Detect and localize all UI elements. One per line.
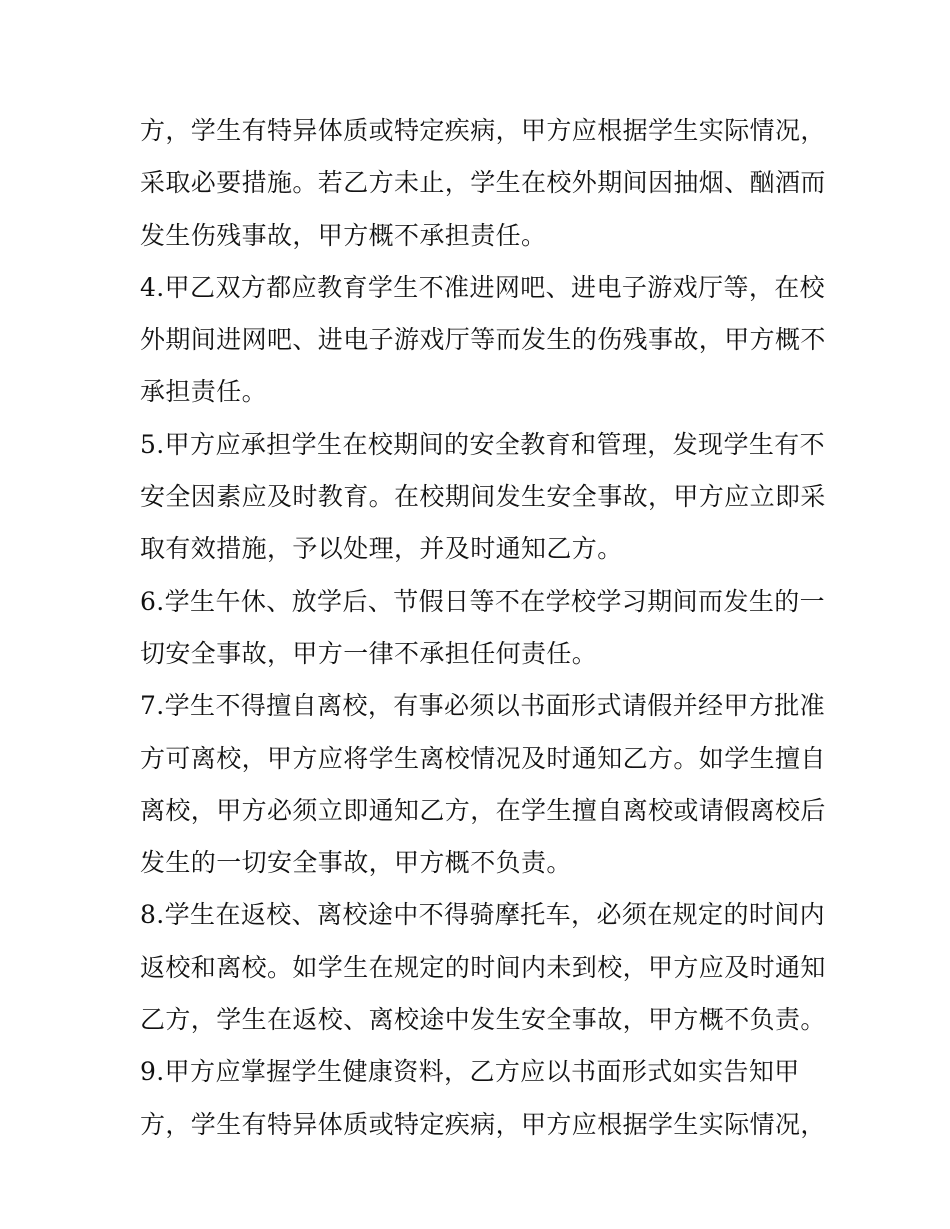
text-line: 7.学生不得擅自离校，有事必须以书面形式请假并经甲方批准 <box>140 691 826 721</box>
text-line: 取有效措施，予以处理，并及时通知乙方。 <box>140 534 623 564</box>
text-line: 4.甲乙双方都应教育学生不准进网吧、进电子游戏厅等，在校 <box>140 272 826 302</box>
text-line: 外期间进网吧、进电子游戏厅等而发生的伤残事故，甲方概不 <box>140 325 826 355</box>
text-line: 切安全事故，甲方一律不承担任何责任。 <box>140 638 598 668</box>
text-line: 8.学生在返校、离校途中不得骑摩托车，必须在规定的时间内 <box>140 900 826 930</box>
text-line: 方，学生有特异体质或特定疾病，甲方应根据学生实际情况， <box>140 1109 826 1139</box>
text-line: 采取必要措施。若乙方未止，学生在校外期间因抽烟、酗酒而 <box>140 168 826 198</box>
document-body <box>140 105 830 1151</box>
text-line: 安全因素应及时教育。在校期间发生安全事故，甲方应立即采 <box>140 482 826 512</box>
text-line: 9.甲方应掌握学生健康资料，乙方应以书面形式如实告知甲 <box>140 1057 800 1087</box>
text-line: 6.学生午休、放学后、节假日等不在学校学习期间而发生的一 <box>140 586 826 616</box>
text-line: 方，学生有特异体质或特定疾病，甲方应根据学生实际情况， <box>140 116 826 145</box>
text-line: 离校，甲方必须立即通知乙方，在学生擅自离校或请假离校后 <box>140 795 826 825</box>
text-line: 5.甲方应承担学生在校期间的安全教育和管理，发现学生有不 <box>140 429 826 459</box>
text-line: 返校和离校。如学生在规定的时间内未到校，甲方应及时通知 <box>140 952 826 982</box>
text-line: 发生的一切安全事故，甲方概不负责。 <box>140 848 572 878</box>
text-line: 方可离校，甲方应将学生离校情况及时通知乙方。如学生擅自 <box>140 743 826 773</box>
text-line: 乙方，学生在返校、离校途中发生安全事故，甲方概不负责。 <box>140 1005 826 1035</box>
text-line: 发生伤残事故，甲方概不承担责任。 <box>140 220 547 250</box>
text-line: 承担责任。 <box>140 377 268 407</box>
